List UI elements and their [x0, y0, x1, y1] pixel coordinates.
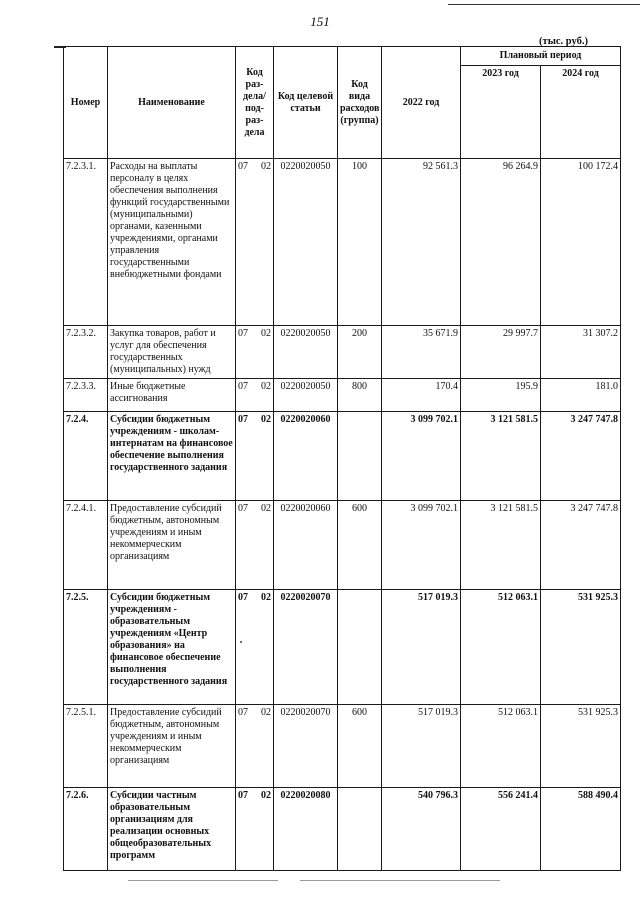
subsection-code: 02	[261, 328, 271, 339]
row-amount-2024: 181.0	[541, 379, 621, 412]
row-section-code	[236, 501, 274, 590]
header-year-2023: 2023 год	[461, 66, 541, 159]
section-code: 07	[238, 414, 248, 425]
row-amount-2023: 3 121 581.5	[461, 501, 541, 590]
row-amount-2024: 531 925.3	[541, 590, 621, 705]
row-amount-2022: 517 019.3	[382, 590, 461, 705]
row-number: 7.2.5.1.	[64, 705, 108, 788]
row-section-code	[236, 788, 274, 871]
page-number: 151	[310, 14, 330, 29]
row-expense-type-code: 800	[338, 379, 382, 412]
scan-speck	[240, 641, 242, 643]
row-amount-2023: 96 264.9	[461, 159, 541, 326]
budget-table	[63, 46, 621, 871]
table-row	[64, 159, 621, 326]
table-row	[64, 412, 621, 501]
header-expense-type-code: Код вида расходов (группа)	[338, 47, 382, 159]
table-row	[64, 705, 621, 788]
top-border-rule	[448, 4, 640, 5]
bottom-rule-right	[300, 880, 500, 881]
row-target-code: 0220020060	[274, 412, 338, 501]
row-target-code: 0220020050	[274, 326, 338, 379]
section-code: 07	[238, 381, 248, 392]
header-target-code: Код целевой статьи	[274, 47, 338, 159]
row-expense-type-code	[338, 590, 382, 705]
row-target-code: 0220020050	[274, 159, 338, 326]
section-code: 07	[238, 790, 248, 801]
header-year-2024: 2024 год	[541, 66, 621, 159]
row-target-code: 0220020050	[274, 379, 338, 412]
row-name: Предоставление субсидий бюджетным, автономным учреждениям и иным некоммерческим организациям	[108, 705, 236, 788]
row-amount-2024: 531 925.3	[541, 705, 621, 788]
row-expense-type-code	[338, 788, 382, 871]
table-header	[64, 47, 621, 159]
row-amount-2024: 588 490.4	[541, 788, 621, 871]
header-year-2022: 2022 год	[382, 47, 461, 159]
section-code: 07	[238, 328, 248, 339]
row-target-code: 0220020070	[274, 705, 338, 788]
row-amount-2023: 195.9	[461, 379, 541, 412]
row-section-code	[236, 159, 274, 326]
row-amount-2022: 3 099 702.1	[382, 501, 461, 590]
row-amount-2024: 31 307.2	[541, 326, 621, 379]
row-number: 7.2.6.	[64, 788, 108, 871]
row-amount-2023: 3 121 581.5	[461, 412, 541, 501]
row-section-code	[236, 412, 274, 501]
row-amount-2022: 517 019.3	[382, 705, 461, 788]
header-name: Наименование	[108, 47, 236, 159]
row-amount-2022: 35 671.9	[382, 326, 461, 379]
subsection-code: 02	[261, 414, 271, 425]
section-code: 07	[238, 707, 248, 718]
row-expense-type-code: 100	[338, 159, 382, 326]
table-row	[64, 590, 621, 705]
row-number: 7.2.4.1.	[64, 501, 108, 590]
row-name: Закупка товаров, работ и услуг для обеспечения государственных (муниципальных) нужд	[108, 326, 236, 379]
row-amount-2024: 100 172.4	[541, 159, 621, 326]
row-target-code: 0220020070	[274, 590, 338, 705]
row-number: 7.2.5.	[64, 590, 108, 705]
row-number: 7.2.4.	[64, 412, 108, 501]
header-section-code: Код раз- дела/ под- раз- дела	[236, 47, 274, 159]
row-name: Субсидии частным образовательным организациям для реализации основных общеобразовательных программ	[108, 788, 236, 871]
table-body	[64, 159, 621, 871]
row-amount-2023: 512 063.1	[461, 705, 541, 788]
row-expense-type-code: 600	[338, 501, 382, 590]
row-name: Субсидии бюджетным учреждениям - образовательным учреждениям «Центр образования» на финансовое обеспечение выполнения государственного задания	[108, 590, 236, 705]
row-section-code	[236, 590, 274, 705]
table-row	[64, 501, 621, 590]
row-number: 7.2.3.2.	[64, 326, 108, 379]
subsection-code: 02	[261, 503, 271, 514]
row-number: 7.2.3.3.	[64, 379, 108, 412]
row-amount-2022: 170.4	[382, 379, 461, 412]
row-name: Расходы на выплаты персоналу в целях обеспечения выполнения функций государственными (муниципальными) органами, казенными учреждениями, органами управления государственными внебюджетными фондами	[108, 159, 236, 326]
table-row	[64, 788, 621, 871]
section-code: 07	[238, 161, 248, 172]
row-target-code: 0220020080	[274, 788, 338, 871]
row-section-code	[236, 705, 274, 788]
row-expense-type-code: 200	[338, 326, 382, 379]
bottom-rule-left	[128, 880, 278, 881]
row-expense-type-code: 600	[338, 705, 382, 788]
row-section-code	[236, 326, 274, 379]
row-section-code	[236, 379, 274, 412]
row-amount-2022: 3 099 702.1	[382, 412, 461, 501]
row-number: 7.2.3.1.	[64, 159, 108, 326]
subsection-code: 02	[261, 707, 271, 718]
row-target-code: 0220020060	[274, 501, 338, 590]
row-amount-2024: 3 247 747.8	[541, 412, 621, 501]
row-amount-2022: 92 561.3	[382, 159, 461, 326]
row-name: Иные бюджетные ассигнования	[108, 379, 236, 412]
section-code: 07	[238, 592, 248, 603]
header-plan-period: Плановый период	[461, 47, 621, 66]
row-amount-2022: 540 796.3	[382, 788, 461, 871]
table-row	[64, 326, 621, 379]
units-label: (тыс. руб.)	[539, 36, 588, 47]
section-code: 07	[238, 503, 248, 514]
subsection-code: 02	[261, 161, 271, 172]
row-expense-type-code	[338, 412, 382, 501]
row-amount-2023: 512 063.1	[461, 590, 541, 705]
row-amount-2023: 556 241.4	[461, 788, 541, 871]
row-amount-2023: 29 997.7	[461, 326, 541, 379]
subsection-code: 02	[261, 381, 271, 392]
subsection-code: 02	[261, 790, 271, 801]
row-name: Предоставление субсидий бюджетным, автономным учреждениям и иным некоммерческим организациям	[108, 501, 236, 590]
row-amount-2024: 3 247 747.8	[541, 501, 621, 590]
row-name: Субсидии бюджетным учреждениям - школам-интернатам на финансовое обеспечение выполнения государственного задания	[108, 412, 236, 501]
subsection-code: 02	[261, 592, 271, 603]
header-number: Номер	[64, 47, 108, 159]
table-row	[64, 379, 621, 412]
